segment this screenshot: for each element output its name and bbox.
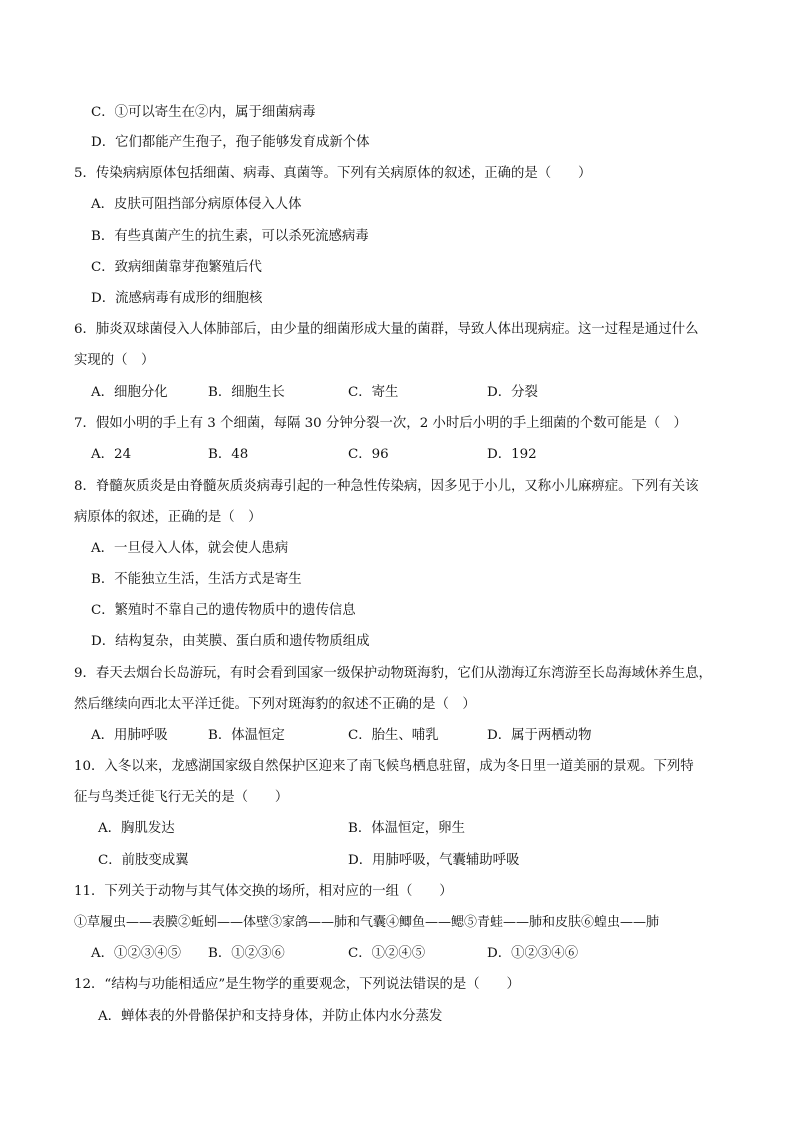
q10-option-b: B．体温恒定，卵生	[348, 821, 465, 836]
q11-option-b: B．①②③⑥	[208, 946, 285, 961]
q8-option-d: D．结构复杂，由荚膜、蛋白质和遗传物质组成	[91, 634, 370, 649]
q5-option-c: C．致病细菌靠芽孢繁殖后代	[91, 260, 262, 275]
q8-option-a: A．一旦侵入人体，就会使人患病	[91, 541, 289, 556]
q6-option-d: D．分裂	[487, 385, 538, 400]
q6-option-b: B．细胞生长	[208, 385, 285, 400]
q8-stem-line2: 病原体的叙述，正确的是（ ）	[74, 510, 262, 525]
q7-option-d: D．192	[487, 447, 537, 462]
q11-option-a: A．①②③④⑤	[91, 946, 182, 961]
q8-stem-line1: 8．脊髓灰质炎是由脊髓灰质炎病毒引起的一种急性传染病，因多见于小儿，又称小儿麻痹症。下列有关该	[74, 479, 699, 494]
q11-pairs: ①草履虫——表膜②蚯蚓——体壁③家鸽——肺和气囊④鲫鱼——鳃⑤青蛙——肺和皮肤⑥蝗虫——肺	[74, 915, 660, 930]
q8-option-b: B．不能独立生活，生活方式是寄生	[91, 572, 302, 587]
q7-option-a: A．24	[91, 447, 132, 462]
q10-option-d: D．用肺呼吸，气囊辅助呼吸	[348, 853, 520, 868]
q5-option-b: B．有些真菌产生的抗生素，可以杀死流感病毒	[91, 229, 369, 244]
q6-option-c: C．寄生	[348, 385, 399, 400]
q10-option-c: C．前肢变成翼	[98, 853, 189, 868]
q9-option-c: C．胎生、哺乳	[348, 728, 439, 743]
q9-stem-line2: 然后继续向西北太平洋迁徙。下列对斑海豹的叙述不正确的是（ ）	[74, 697, 476, 712]
q6-stem-line2: 实现的（ ）	[74, 353, 155, 368]
q12-option-a: A．蝉体表的外骨骼保护和支持身体，并防止体内水分蒸发	[98, 1009, 443, 1024]
q4-option-d: D．它们都能产生孢子，孢子能够发育成新个体	[91, 135, 370, 150]
q4-option-c: C．①可以寄生在②内，属于细菌病毒	[91, 105, 316, 120]
q6-option-a: A．细胞分化	[91, 385, 168, 400]
q7-option-b: B．48	[208, 447, 249, 462]
q9-option-d: D．属于两栖动物	[487, 728, 592, 743]
q7-option-c: C．96	[348, 447, 389, 462]
q11-option-c: C．①②④⑤	[348, 946, 426, 961]
q6-stem-line1: 6．肺炎双球菌侵入人体肺部后，由少量的细菌形成大量的菌群，导致人体出现病症。这一过程是通过什么	[74, 322, 699, 337]
q11-option-d: D．①②③④⑥	[487, 946, 579, 961]
q10-stem-line2: 征与鸟类迁徙飞行无关的是（ ）	[74, 790, 289, 805]
q5-stem: 5．传染病病原体包括细菌、病毒、真菌等。下列有关病原体的叙述，正确的是（ ）	[74, 166, 592, 181]
q11-stem: 11．下列关于动物与其气体交换的场所，相对应的一组（ ）	[74, 884, 453, 899]
q8-option-c: C．繁殖时不靠自己的遗传物质中的遗传信息	[91, 603, 356, 618]
q9-option-b: B．体温恒定	[208, 728, 285, 743]
q9-stem-line1: 9．春天去烟台长岛游玩，有时会看到国家一级保护动物斑海豹，它们从渤海辽东湾游至长岛海域休养生息，	[74, 666, 712, 681]
q9-option-a: A．用肺呼吸	[91, 728, 168, 743]
q10-option-a: A．胸肌发达	[98, 821, 175, 836]
q7-stem: 7．假如小明的手上有 3 个细菌，每隔 30 分钟分裂一次，2 小时后小明的手上细菌的个数可能是（ ）	[74, 416, 687, 431]
q10-stem-line1: 10．入冬以来，龙感湖国家级自然保护区迎来了南飞候鸟栖息驻留，成为冬日里一道美丽的景观。下列特	[74, 759, 694, 774]
q5-option-a: A．皮肤可阻挡部分病原体侵入人体	[91, 197, 302, 212]
q12-stem: 12．“结构与功能相适应”是生物学的重要观念，下列说法错误的是（ ）	[74, 977, 520, 992]
q5-option-d: D．流感病毒有成形的细胞核	[91, 291, 263, 306]
